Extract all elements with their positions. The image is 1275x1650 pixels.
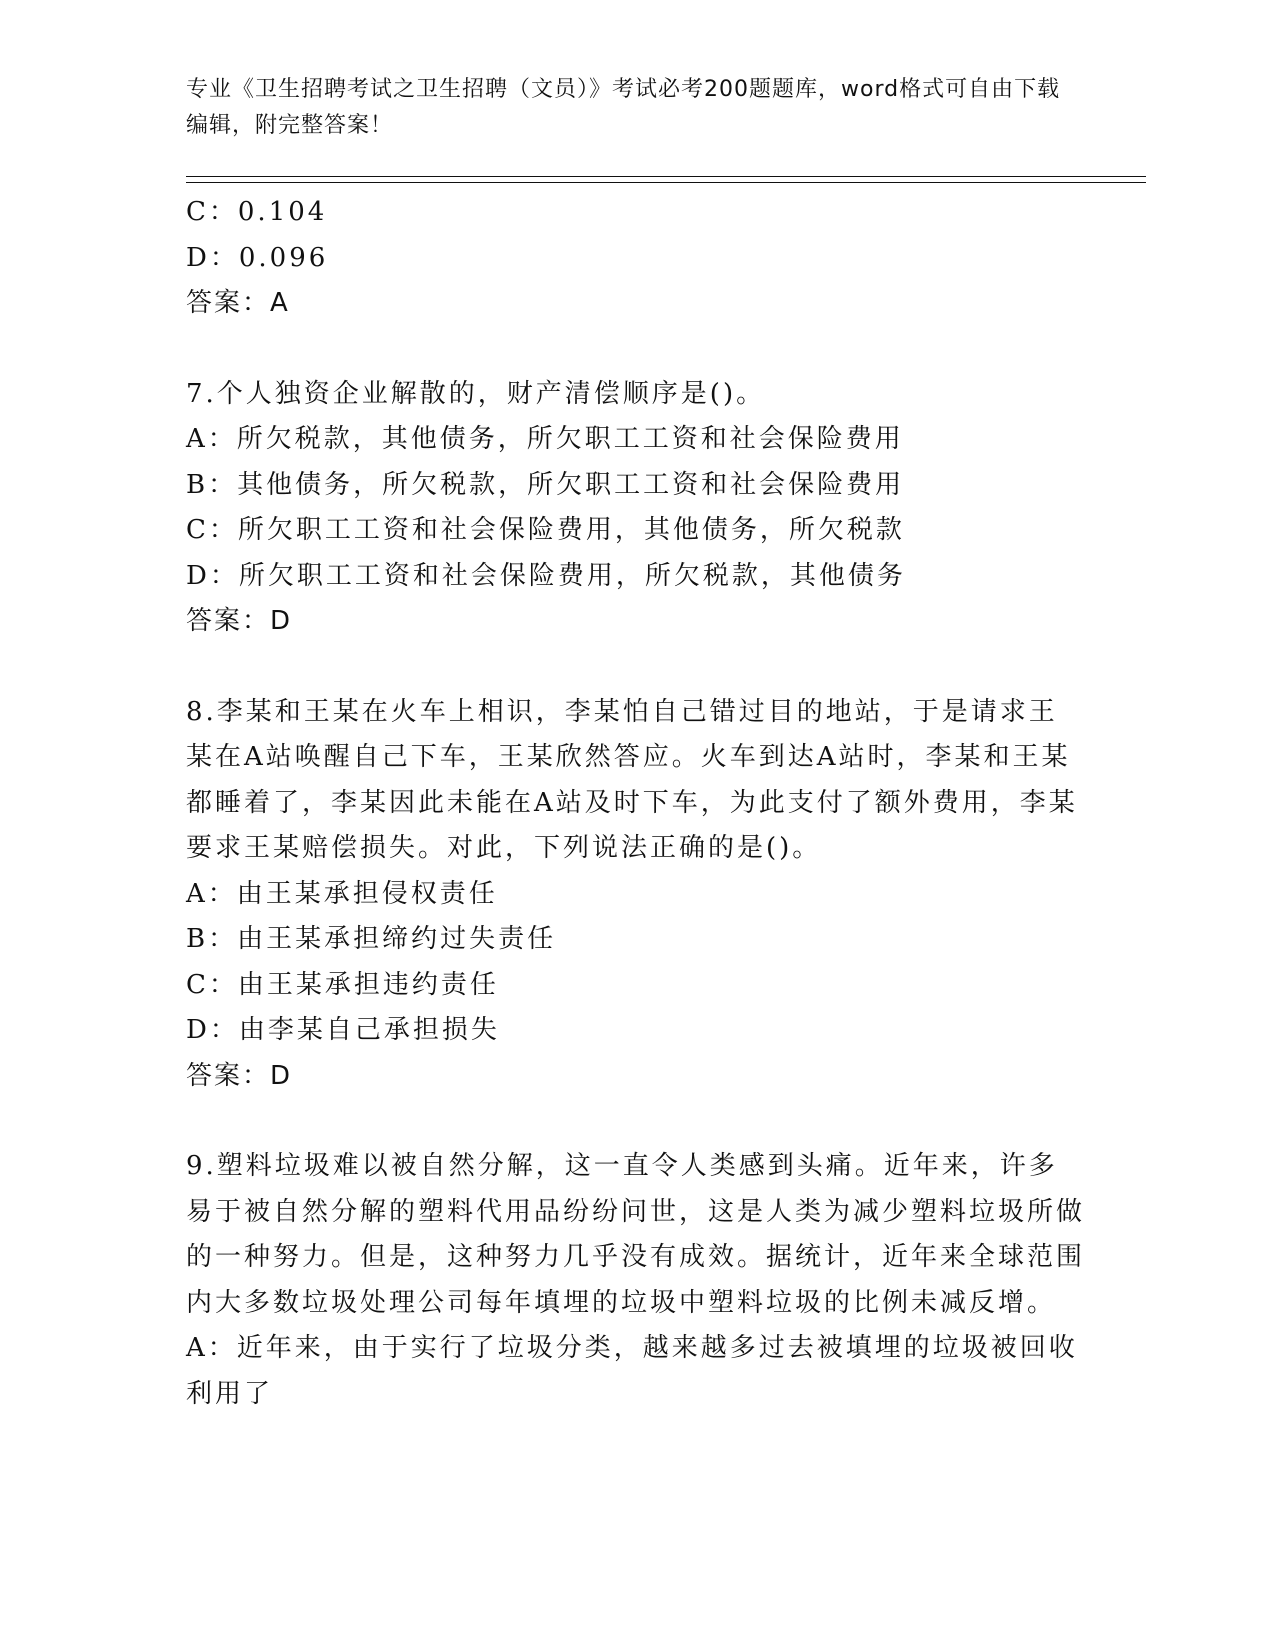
q8-option-a: A：由王某承担侵权责任 xyxy=(186,878,498,909)
q8-option-c: C：由王某承担违约责任 xyxy=(186,969,499,1000)
q9-option-a: A：近年来，由于实行了垃圾分类，越来越多过去被填埋的垃圾被回收利用了 xyxy=(186,1333,1078,1409)
q8-option-d: D：由李某自己承担损失 xyxy=(186,1015,500,1045)
q8-stem: 8.李某和王某在火车上相识，李某怕自己错过目的地站，于是请求王某在A站唤醒自己下车，王某欣然答应。火车到达A站时，李某和王某都睡着了，李某因此未能在A站及时下车，为此支付了额外费用，李某要求王某赔偿损失。对此，下列说法正确的是()。 xyxy=(186,696,1078,863)
q9-stem: 9.塑料垃圾难以被自然分解，这一直令人类感到头痛。近年来，许多易于被自然分解的塑料代用品纷纷问世，这是人类为减少塑料垃圾所做的一种努力。但是，这种努力几乎没有成效。据统计，近年来全球范围内大多数垃圾处理公司每年填埋的垃圾中塑料垃圾的比例未减反增。 xyxy=(186,1151,1086,1318)
q7-option-a: A：所欠税款，其他债务，所欠职工工资和社会保险费用 xyxy=(186,424,904,454)
header-rule-bottom xyxy=(186,182,1146,183)
q7-stem: 7.个人独资企业解散的，财产清偿顺序是()。 xyxy=(186,378,766,409)
spacer xyxy=(186,645,1086,690)
question-content xyxy=(186,190,1086,1417)
q8-answer: 答案：D xyxy=(186,1060,293,1091)
q8-option-b: B：由王某承担缔约过失责任 xyxy=(186,924,557,954)
q7-answer: 答案：D xyxy=(186,606,293,636)
prev-option-d: D：0.096 xyxy=(186,242,329,273)
header-rule-top xyxy=(186,176,1146,177)
spacer xyxy=(186,1099,1086,1144)
q7-option-b: B：其他债务，所欠税款，所欠职工工资和社会保险费用 xyxy=(186,469,905,500)
spacer xyxy=(186,327,1086,372)
prev-option-c: C：0.104 xyxy=(186,197,328,227)
q7-option-d: D：所欠职工工资和社会保险费用，所欠税款，其他债务 xyxy=(186,560,906,591)
prev-answer: 答案：A xyxy=(186,288,290,318)
q7-option-c: C：所欠职工工资和社会保险费用，其他债务，所欠税款 xyxy=(186,515,905,545)
document-header: 专业《卫生招聘考试之卫生招聘（文员）》考试必考200题题库，word格式可自由下载编辑，附完整答案！ xyxy=(186,77,1061,138)
